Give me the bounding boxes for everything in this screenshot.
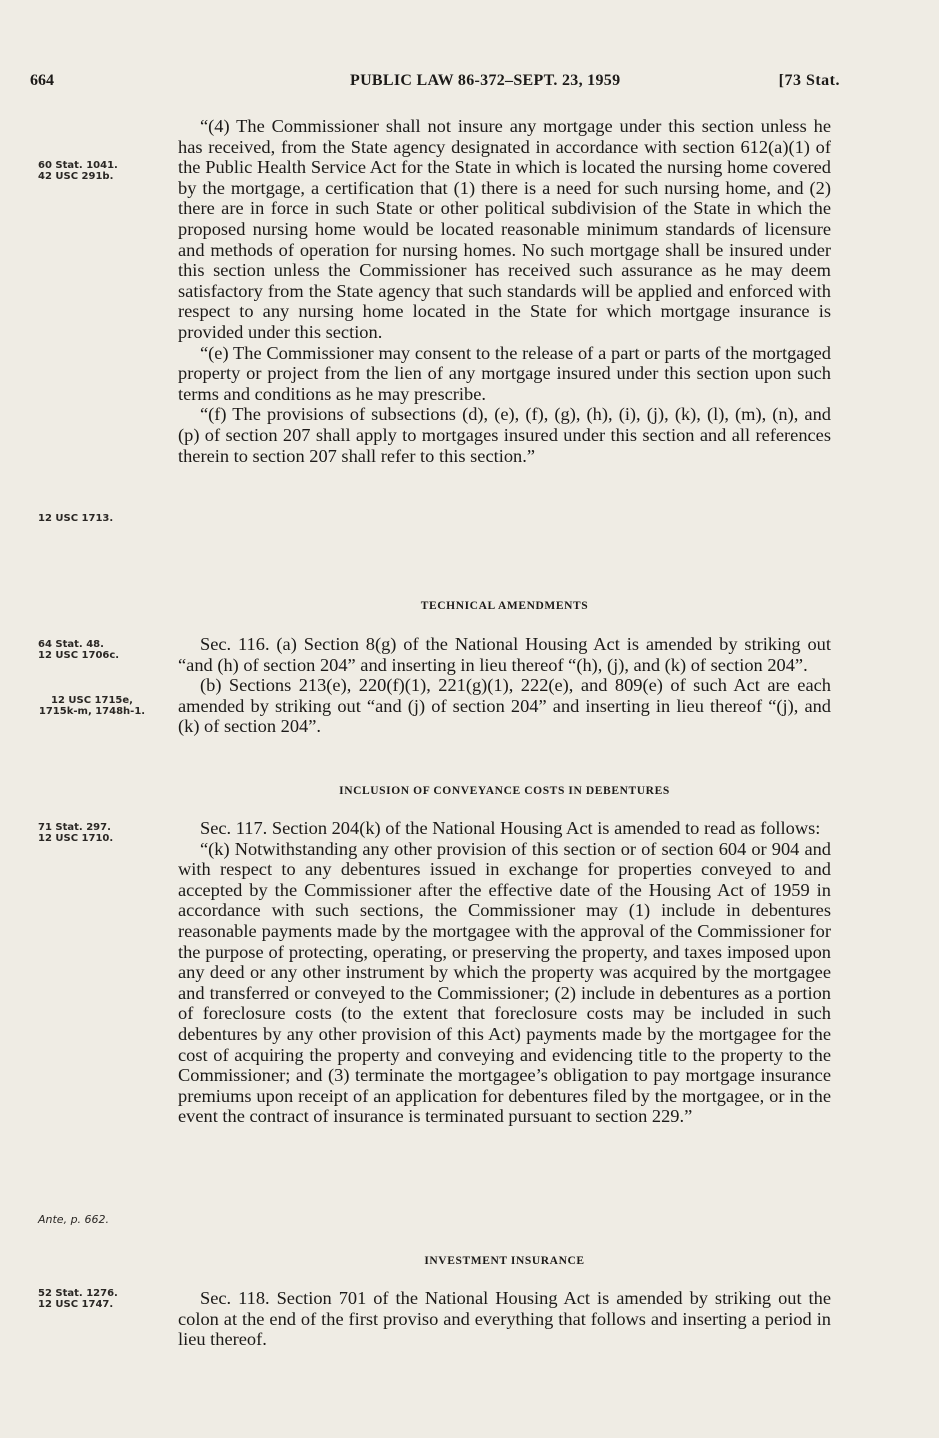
paragraph: “(4) The Commissioner shall not insure any mortgage under this section unless he has received, from the State agency designated in accordance with section 612(a)(1) of the Public Health Service Act for the State in which is located the nursing home covered by the mortgage, a certification that (1) there is a need for such nursing home, and (2) there are in force in such State or other political subdivision of the State in which the proposed nursing home would be located reasonable minimum standards of licensure and methods of operation for nursing homes. No such mortgage shall be insured under this section unless the Commissioner has received such assurance as he may deem satisfactory from the State agency that such standards will be applied and enforced with respect to any nursing home located in the State for which mortgage insurance is provided under this section. [178,116,831,342]
margin-note: 60 Stat. 1041. 42 USC 291b. [38,160,118,182]
running-header [30,72,840,98]
margin-note: Ante, p. 662. [38,1213,110,1226]
paragraph: “(e) The Commissioner may consent to the release of a part or parts of the mortgaged property or project from the lien of any mortgage insured under this section upon such terms and conditions as he may prescribe. [178,342,831,404]
margin-note: 12 USC 1715e, 1715k-m, 1748h-1. [38,695,146,717]
section-text-block [178,818,831,1127]
paragraph: Sec. 118. Section 701 of the National Housing Act is amended by striking out the colon at the end of the first proviso and everything that follows and inserting a period in lieu thereof. [178,1288,831,1350]
section-text-block [178,634,831,737]
section-heading: INCLUSION OF CONVEYANCE COSTS IN DEBENTURES [339,785,670,797]
page-number: 664 [30,72,54,89]
paragraph: “(f) The provisions of subsections (d), (e), (f), (g), (h), (i), (j), (k), (l), (m), (n), and (p) of section 207 shall apply to mortgages insured under this section and all references therein to section 207 shall refer to this section.” [178,404,831,466]
paragraph: “(k) Notwithstanding any other provision of this section or of section 604 or 904 and with respect to any debentures issued in exchange for properties conveyed to and accepted by the Commissioner after the effective date of the Housing Act of 1959 in accordance with such sections, the Commissioner may (1) include in debentures reasonable payments made by the mortgagee with the approval of the Commissioner for the purpose of protecting, operating, or preserving the property, and taxes imposed upon any deed or any other instrument by which the property was acquired by the mortgagee and transferred or conveyed to the Commissioner; (2) include in debentures as a portion of foreclosure costs (to the extent that foreclosure costs may be included in such debentures by any other provision of this Act) payments made by the mortgagee for the cost of acquiring the property and conveying and evidencing title to the property to the Commissioner; and (3) terminate the mortgagee’s obligation to pay mortgage insurance premiums upon receipt of an application for debentures filed by the mortgagee, or in the event the contract of insurance is terminated pursuant to section 229.” [178,838,831,1127]
section-heading: INVESTMENT INSURANCE [424,1255,585,1267]
section-text-block [178,1288,831,1350]
statute-volume: [73 Stat. [778,72,840,89]
paragraph: (b) Sections 213(e), 220(f)(1), 221(g)(1), 222(e), and 809(e) of such Act are each amended by striking out “and (j) of section 204” and inserting in lieu thereof “(j), and (k) of section 204”. [178,675,831,737]
page-title: PUBLIC LAW 86-372–SEPT. 23, 1959 [350,72,621,89]
section-heading: TECHNICAL AMENDMENTS [420,600,589,612]
margin-note: 12 USC 1713. [38,513,114,524]
margin-note: 64 Stat. 48. 12 USC 1706c. [38,639,120,661]
margin-note: 52 Stat. 1276. 12 USC 1747. [38,1288,118,1310]
margin-note: 71 Stat. 297. 12 USC 1710. [38,822,114,844]
section-text-block [178,116,831,466]
paragraph: Sec. 117. Section 204(k) of the National Housing Act is amended to read as follows: [200,818,821,838]
paragraph: Sec. 116. (a) Section 8(g) of the National Housing Act is amended by striking out “and (h) of section 204” and inserting in lieu thereof “(h), (j), and (k) of section 204”. [178,634,831,675]
